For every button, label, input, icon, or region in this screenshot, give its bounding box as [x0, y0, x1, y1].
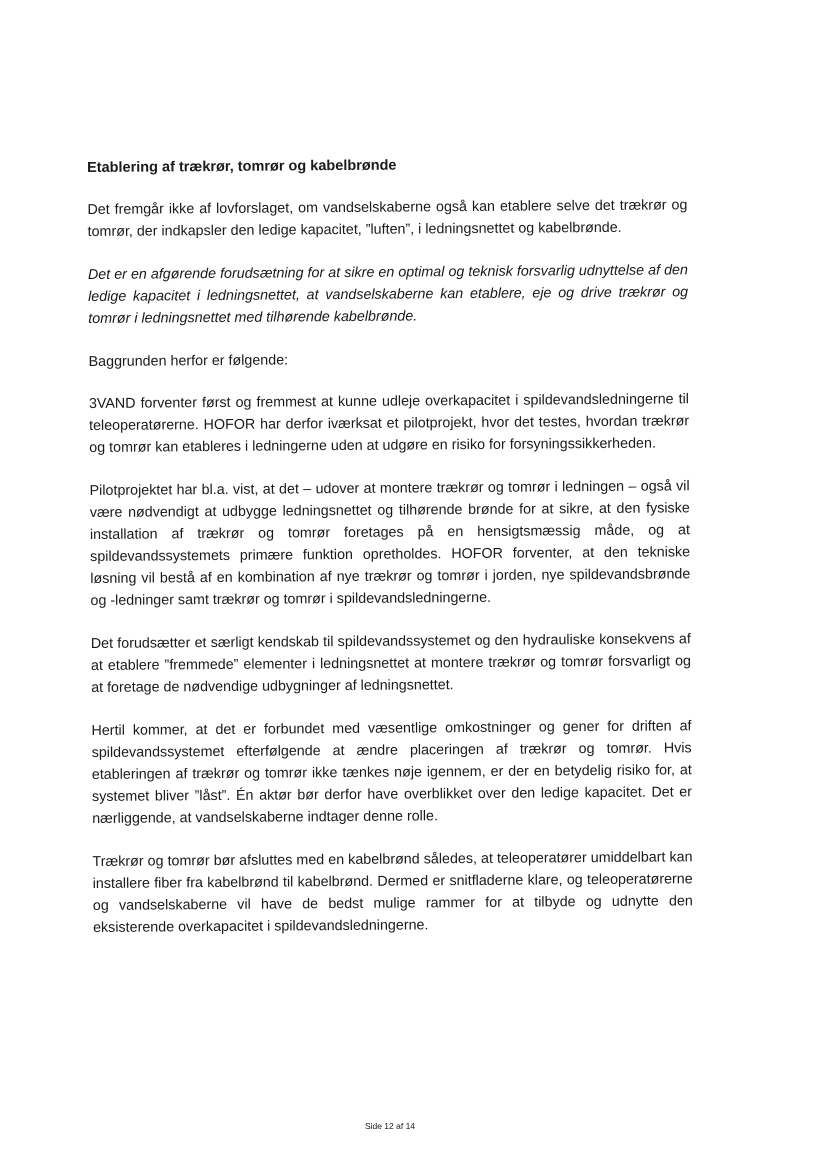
- paragraph-3: Baggrunden herfor er følgende:: [88, 352, 289, 370]
- page-footer: [0, 1121, 828, 1131]
- page-number: Side 12 af 14: [364, 1121, 416, 1131]
- paragraph-2-emphasis: Det er en afgørende forudsætning for at sikre en optimal og teknisk forsvarlig udnyttelse af den ledige kapacitet i ledningsnettet, at vandselskaberne kan etablere, eje og drive trækrør og tomrør i ledningsnettet med tilhørende kabelbrønde.: [87, 262, 689, 327]
- paragraph-1: Det fremgår ikke af lovforslaget, om vandselskaberne også kan etablere selve det trækrør og tomrør, der indkapsler den ledige kapacitet, ”luften”, i ledningsnettet og kabelbrønde.: [87, 197, 688, 240]
- paragraph-5: Pilotprojektet har bl.a. vist, at det – udover at montere trækrør og tomrør i ledningen – også vil være nødvendigt at udbygge ledningsnettet og tilhørende brønde for at sikre, at den fysiske installation af trækrør og tomrør foretages på en hensigtsmæssig måde, og at spildevandssystemets primære funktion opretholdes. HOFOR forventer, at den tekniske løsning vil bestå af en kombination af nye trækrør og tomrør i jorden, nye spildevandsbrønde og -ledninger samt trækrør og tomrør i spildevandsledningerne.: [89, 478, 691, 609]
- section-heading: Etablering af trækrør, tomrør og kabelbrønde: [87, 157, 397, 176]
- paragraph-7: Hertil kommer, at det er forbundet med væsentlige omkostninger og gener for driften af spildevandssystemet efterfølgende at ændre placeringen af trækrør og tomrør. Hvis etableringen af trækrør og tomrør ikke tænkes nøje igennem, er der en betydelig risiko for, at systemet bliver ”låst”. Én aktør bør derfor have overblikket over den ledige kapacitet. Det er nærliggende, at vandselskaberne indtager denne rolle.: [91, 718, 693, 827]
- paragraph-6: Det forudsætter et særligt kendskab til spildevandssystemet og den hydrauliske konsekvens af at etablere ”fremmede” elementer i ledningsnettet at montere trækrør og tomrør forsvarligt og at foretage de nødvendige udbygninger af ledningsnettet.: [90, 631, 692, 696]
- paragraph-4: 3VAND forventer først og fremmest at kunne udleje overkapacitet i spildevandsledningerne til teleoperatørerne. HOFOR har derfor iværksat et pilotprojekt, hvor det testes, hvordan trækrør og tomrør kan etableres i ledningerne uden at udgøre en risiko for forsyningssikkerheden.: [88, 391, 690, 456]
- document-body: [87, 153, 693, 960]
- paragraph-8: Trækrør og tomrør bør afsluttes med en kabelbrønd således, at teleoperatører umiddelbart kan installere fiber fra kabelbrønd til kabelbrønd. Dermed er snitfladerne klare, og teleoperatørerne og vandselskaberne vil have de bedst mulige rammer for at tilbyde og udnytte den eksisterende overkapacitet i spildevandsledningerne.: [92, 849, 693, 936]
